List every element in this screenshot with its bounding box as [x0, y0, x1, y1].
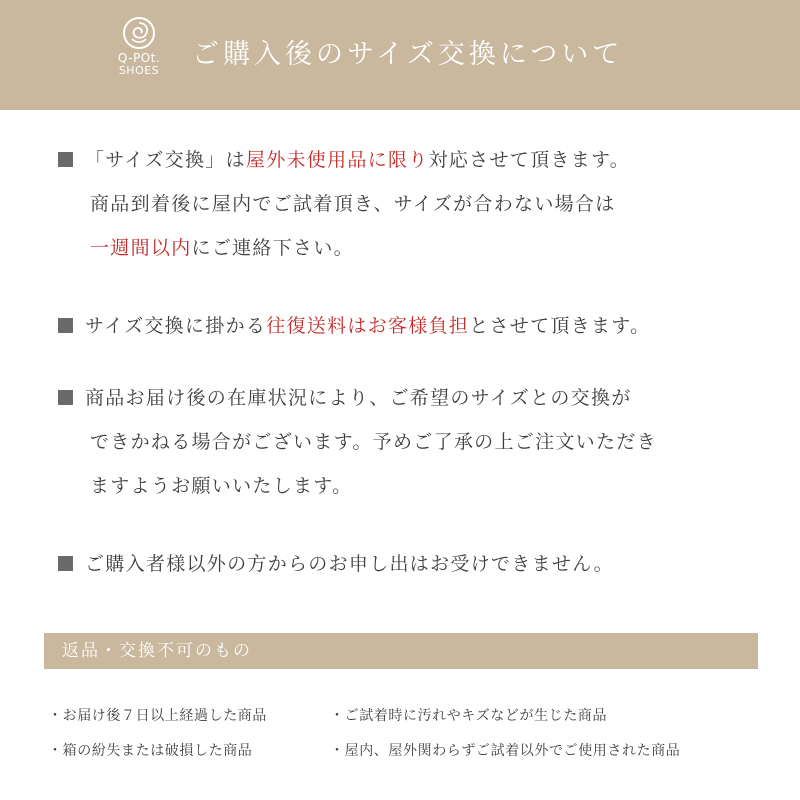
policy-text: 対応させて頂きます。	[428, 149, 631, 171]
square-bullet-icon	[58, 152, 73, 167]
policy-text: にご連絡下さい。	[191, 237, 354, 259]
header-band	[0, 0, 800, 110]
non-returnable-item: ・箱の紛失または破損した商品	[48, 743, 253, 759]
logo-text-qpot: Q-POt.	[117, 51, 161, 65]
highlight-text: 往復送料はお客様負担	[266, 315, 470, 337]
brand-logo	[108, 16, 170, 96]
policy-text: 商品お届け後の在庫状況により、ご希望のサイズとの交換が	[85, 387, 632, 409]
non-returnable-title: 返品・交換不可のもの	[62, 641, 252, 661]
policy-text: とさせて頂きます。	[469, 315, 651, 337]
square-bullet-icon	[58, 318, 73, 333]
logo-text-shoes: SHOES	[118, 64, 160, 77]
non-returnable-item: ・お届け後７日以上経過した商品	[48, 708, 267, 724]
policy-item-3	[58, 376, 778, 508]
highlight-text: 一週間以内	[90, 237, 192, 259]
highlight-text: 屋外未使用品に限り	[245, 149, 429, 171]
square-bullet-icon	[58, 556, 73, 571]
non-returnable-item: ・ご試着時に汚れやキズなどが生じた商品	[330, 708, 608, 724]
policy-text: ますようお願いいたします。	[90, 475, 353, 497]
policy-text: 「サイズ交換」は	[85, 149, 246, 171]
rose-emblem-icon	[122, 16, 156, 50]
square-bullet-icon	[58, 390, 73, 405]
policy-text: ご購入者様以外の方からのお申し出はお受けできません。	[85, 553, 614, 575]
policy-item-2	[58, 304, 778, 348]
policy-text: サイズ交換に掛かる	[85, 315, 267, 337]
non-returnable-item: ・屋内、屋外関わらずご試着以外でご使用された商品	[330, 743, 681, 759]
policy-text: できかねる場合がございます。予めご了承の上ご注文いただき	[90, 431, 657, 453]
non-returnable-header	[44, 633, 758, 669]
policy-item-1	[58, 138, 778, 270]
policy-text: 商品到着後に屋内でご試着頂き、サイズが合わない場合は	[90, 193, 616, 215]
policy-item-4	[58, 542, 778, 586]
page-title: ご購入後のサイズ交換について	[192, 39, 624, 70]
